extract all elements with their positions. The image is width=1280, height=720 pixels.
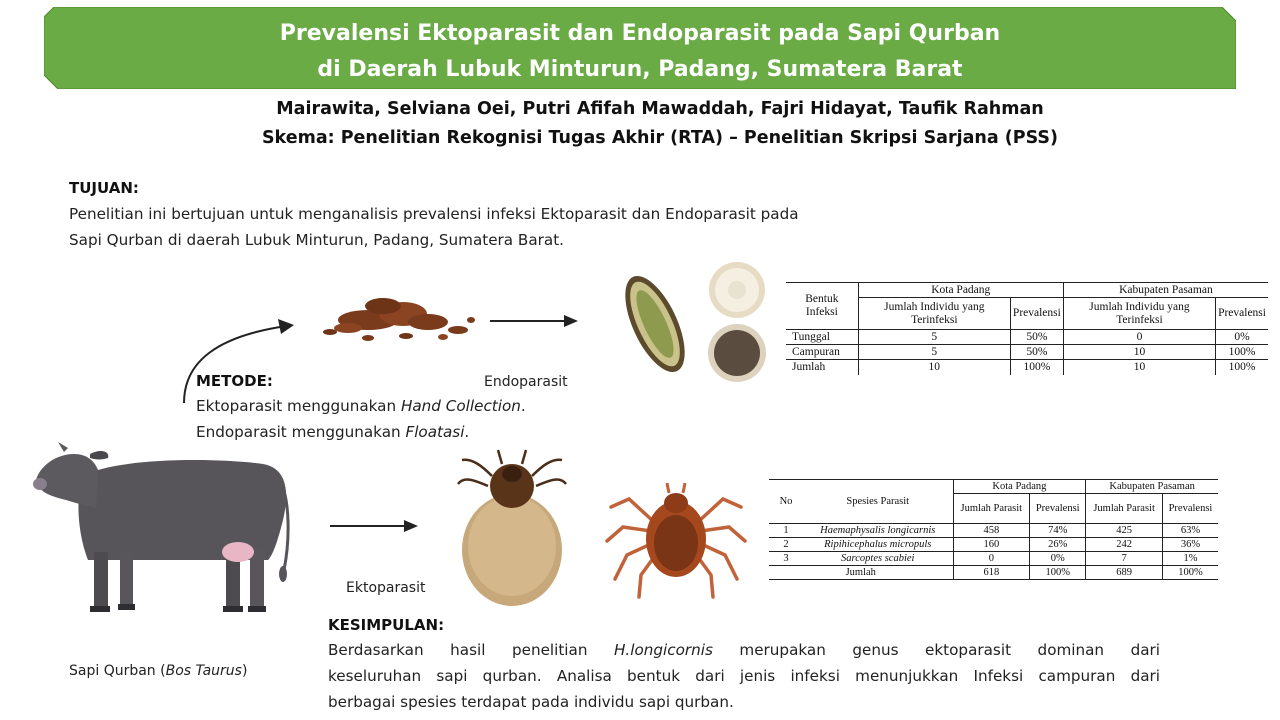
cell-count: 10 — [1063, 360, 1215, 375]
col-count: Jumlah Individu yang Terinfeksi — [858, 298, 1010, 330]
method-floatasi: Floatasi — [405, 423, 465, 441]
table-row — [786, 330, 1268, 345]
cell-species: Ripihicephalus micropuls — [803, 538, 953, 552]
curved-arrow-icon — [170, 315, 300, 405]
region-kabupaten-pasaman: Kabupaten Pasaman — [1086, 480, 1218, 494]
authors: Mairawita, Selviana Oei, Putri Afifah Mawaddah, Fajri Hidayat, Taufik Rahman — [276, 99, 1044, 119]
kesimpulan-heading: KESIMPULAN: — [328, 616, 445, 634]
cow-species-name: Bos Taurus — [165, 663, 242, 679]
tujuan-line-1: Penelitian ini bertujuan untuk menganalisis prevalensi infeksi Ektoparasit dan Endoparasit pada — [69, 205, 799, 223]
endoparasite-eggs-icon — [620, 262, 780, 384]
cell-count: 0 — [953, 552, 1030, 566]
cell-species: Haemaphysalis longicarnis — [803, 524, 953, 538]
cell-no: 3 — [783, 552, 789, 564]
cell-count: 425 — [1086, 524, 1163, 538]
cell-prevalence: 100% — [1228, 345, 1256, 358]
endoparasit-label: Endoparasit — [484, 374, 568, 390]
cow-label-text: Sapi Qurban ( — [69, 663, 166, 679]
col-species: Spesies Parasit — [803, 480, 953, 524]
cell-prevalence: 63% — [1180, 524, 1201, 536]
arrow-right-icon — [488, 312, 580, 330]
cell-no: 2 — [783, 538, 789, 550]
cell-prevalence: 0% — [1234, 330, 1250, 343]
cell-prevalence: 74% — [1030, 524, 1086, 538]
table-row — [786, 360, 1268, 375]
table-row — [769, 538, 1218, 552]
cell-prevalence: 36% — [1180, 538, 1201, 550]
table-subheader-row — [786, 298, 1268, 330]
cell-count: 458 — [953, 524, 1030, 538]
tujuan-text — [69, 201, 949, 253]
col-prevalence: Prevalensi — [1010, 298, 1063, 330]
col-prevalence: Prevalensi — [1030, 494, 1086, 524]
kesimpulan-line-1 — [328, 637, 1160, 663]
table-header-row — [786, 283, 1268, 298]
cell-prevalence: 100% — [1010, 360, 1063, 375]
tick-icon — [603, 463, 749, 601]
col-no: No — [769, 480, 803, 524]
cell-prevalence: 0% — [1030, 552, 1086, 566]
col-count: Jumlah Individu yang Terinfeksi — [1063, 298, 1215, 330]
table-row — [786, 345, 1268, 360]
title-banner — [44, 7, 1236, 89]
region-kabupaten-pasaman: Kabupaten Pasaman — [1063, 283, 1268, 298]
metode-line-1 — [196, 393, 616, 419]
kesimpulan-line-1-end: merupakan genus ektoparasit dominan dari — [712, 641, 1160, 659]
method-hand-collection: Hand Collection — [400, 397, 521, 415]
cell-form: Campuran — [786, 345, 858, 360]
cell-prevalence: 100% — [1228, 360, 1256, 373]
metode-text — [196, 393, 616, 445]
table-row — [769, 524, 1218, 538]
species-h-longicornis: H.longicornis — [614, 641, 713, 659]
cell-form: Jumlah — [786, 360, 858, 375]
kesimpulan-line-1-text: Berdasarkan hasil penelitian — [328, 641, 614, 659]
cell-prevalence: 26% — [1030, 538, 1086, 552]
kesimpulan-line-2: keseluruhan sapi qurban. Analisa bentuk dari jenis infeksi menunjukkan Infeksi campuran dari — [328, 667, 1160, 685]
title-line-2: di Daerah Lubuk Minturun, Padang, Sumatera Barat — [317, 57, 963, 82]
arrow-right-icon — [328, 517, 420, 535]
table-header-row — [769, 480, 1218, 494]
metode-line-1-end: . — [520, 397, 526, 415]
authors-block — [0, 95, 1280, 153]
cell-count: 5 — [858, 330, 1010, 345]
region-kota-padang: Kota Padang — [953, 480, 1086, 494]
infection-form-table — [786, 282, 1268, 375]
col-prevalence: Prevalensi — [1218, 307, 1266, 319]
scheme: Skema: Penelitian Rekognisi Tugas Akhir (RTA) – Penelitian Skripsi Sarjana (PSS) — [261, 128, 1059, 148]
cow-label — [69, 663, 247, 679]
cell-total-label: Jumlah — [769, 566, 953, 580]
cell-prevalence: 100% — [1030, 566, 1086, 580]
col-infection-form: Bentuk Infeksi — [786, 283, 858, 330]
cell-count: 689 — [1086, 566, 1163, 580]
cell-count: 10 — [858, 360, 1010, 375]
cell-count: 5 — [858, 345, 1010, 360]
tujuan-line-2: Sapi Qurban di daerah Lubuk Minturun, Padang, Sumatera Barat. — [69, 231, 564, 249]
cell-no: 1 — [783, 524, 789, 536]
cell-prevalence: 1% — [1183, 552, 1198, 564]
ektoparasit-label: Ektoparasit — [346, 580, 426, 596]
cell-form: Tunggal — [786, 330, 858, 345]
region-kota-padang: Kota Padang — [858, 283, 1063, 298]
cell-count: 10 — [1063, 345, 1215, 360]
col-prevalence: Prevalensi — [1168, 502, 1213, 514]
kesimpulan-line-3: berbagai spesies terdapat pada individu sapi qurban. — [328, 693, 734, 711]
title-line-1: Prevalensi Ektoparasit dan Endoparasit pada Sapi Qurban — [279, 21, 1001, 46]
feces-sample-icon — [308, 292, 483, 344]
cell-count: 160 — [953, 538, 1030, 552]
cell-count: 618 — [953, 566, 1030, 580]
cell-prevalence: 50% — [1010, 330, 1063, 345]
metode-heading: METODE: — [196, 372, 273, 390]
col-count: Jumlah Parasit — [953, 494, 1030, 524]
metode-line-1-text: Ektoparasit menggunakan — [196, 397, 401, 415]
cow-icon — [28, 440, 293, 620]
col-count: Jumlah Parasit — [1086, 494, 1163, 524]
metode-line-2-text: Endoparasit menggunakan — [196, 423, 406, 441]
engorged-tick-icon — [452, 446, 572, 608]
parasite-species-table — [769, 479, 1218, 580]
cell-count: 7 — [1086, 552, 1163, 566]
table-total-row — [769, 566, 1218, 580]
cell-prevalence: 100% — [1178, 566, 1203, 578]
cell-prevalence: 50% — [1010, 345, 1063, 360]
tujuan-heading: TUJUAN: — [69, 179, 139, 197]
cell-count: 0 — [1063, 330, 1215, 345]
kesimpulan-text — [328, 637, 1160, 715]
cell-count: 242 — [1086, 538, 1163, 552]
table-row — [769, 552, 1218, 566]
cow-label-end: ) — [241, 663, 248, 679]
cell-species: Sarcoptes scabiei — [803, 552, 953, 566]
metode-line-2-end: . — [464, 423, 470, 441]
